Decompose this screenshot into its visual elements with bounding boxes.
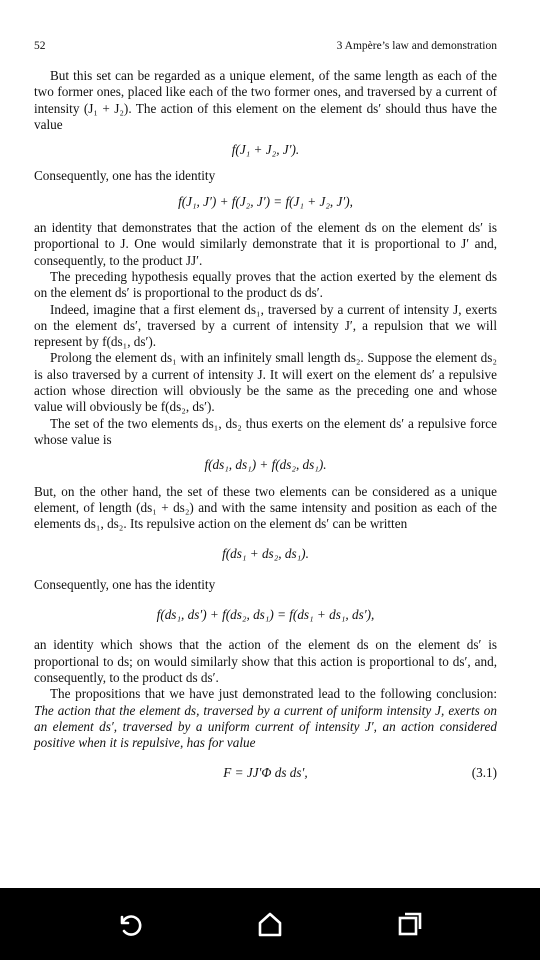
running-title: 3 Ampère’s law and demonstration — [336, 40, 497, 52]
paragraph: But this set can be regarded as a unique element, of the same length as each of the two former ones, placed like each of the two former ones, and traversed by a current of intensity (J₁ + J₂). The action of this element on the element ds′ should thus have the value — [34, 68, 497, 132]
equation: f(J₁, J′) + f(J₂, J′) = f(J₁ + J₂, J′), — [178, 193, 353, 209]
system-navigation-bar — [0, 888, 540, 960]
home-icon — [256, 910, 284, 938]
home-button[interactable] — [240, 894, 300, 954]
paragraph: The preceding hypothesis equally proves that the action exerted by the element ds on the element ds′ is proportional to the product ds ds′. — [34, 268, 497, 301]
paragraph-conclusion — [34, 686, 497, 751]
paragraph: an identity that demonstrates that the action of the element ds on the element ds′ is proportional to J. One would similarly demonstrate that it is proportional to J′ and, consequently, to the product JJ′. — [34, 220, 497, 268]
recents-button[interactable] — [380, 894, 440, 954]
equation: f(ds₁, ds′) + f(ds₂, ds₁) = f(ds₁ + ds₁, ds′), — [156, 607, 375, 623]
paragraph: an identity which shows that the action of the element ds on the element ds′ is proportional to ds; on would similarly show that this action is proportional to ds′, and, consequently, to the product ds ds′. — [34, 637, 497, 685]
equation: f(ds₁ + ds₂, ds₁). — [222, 546, 309, 562]
equation-number: (3.1) — [471, 765, 497, 781]
conclusion-lead: The propositions that we have just demonstrated lead to the following conclusion: — [50, 686, 497, 702]
page-body — [34, 68, 497, 782]
paragraph: Consequently, one has the identity — [34, 168, 216, 184]
page-header — [34, 40, 497, 56]
paragraph: Prolong the element ds₁ with an infinitely small length ds₂. Suppose the element ds₂ is also traversed by a current of intensity J. It will exert on the element ds′ a repulsive action whose direction will obviously be the same as the preceding one and whose value will obviously be f(ds₂, ds′). — [34, 350, 497, 415]
paragraph: The set of the two elements ds₁, ds₂ thus exerts on the element ds′ a repulsive force whose value is — [34, 415, 497, 447]
equation: f(ds₁, ds₁) + f(ds₂, ds₁). — [204, 457, 327, 473]
equation: F = JJ′Φ ds ds′, — [223, 765, 308, 781]
paragraph: Consequently, one has the identity — [34, 576, 216, 592]
paragraph: But, on the other hand, the set of these two elements can be considered as a unique element, of length (ds₁ + ds₂) and with the same intensity and position as each of the elements ds₁, ds₂. Its repulsive action on the element ds′ can be written — [34, 483, 497, 532]
back-button[interactable] — [100, 894, 160, 954]
equation: f(J₁ + J₂, J′). — [231, 142, 300, 158]
paragraph: Indeed, imagine that a first element ds₁, traversed by a current of intensity J, exerts on the element ds′, traversed by a current of intensity J′, a repulsion that we will represent by f(ds₁, ds′). — [34, 301, 497, 350]
recents-icon — [396, 910, 424, 938]
page-number: 52 — [34, 40, 46, 52]
back-icon — [116, 910, 144, 938]
conclusion-statement: The action that the element ds, traversed by a current of uniform intensity J, exerts on an element ds′, traversed by a uniform current of intensity J′, an action considered positive when it is repulsive, has for value — [34, 702, 497, 751]
equation-numbered — [34, 765, 497, 781]
